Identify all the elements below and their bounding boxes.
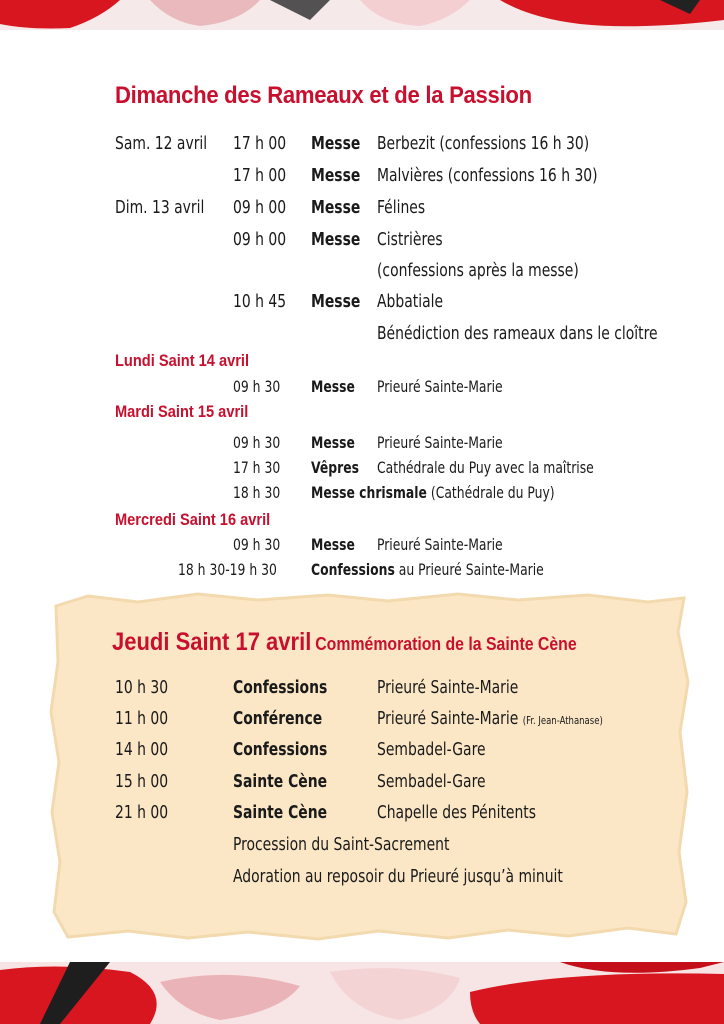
day-label: Sam. 12 avril — [115, 133, 208, 154]
event-line — [311, 483, 555, 503]
place-note: (confessions après la messe) — [377, 260, 579, 281]
place: Cathédrale du Puy avec la maîtrise — [377, 458, 594, 477]
page-title: Dimanche des Rameaux et de la Passion — [115, 82, 532, 109]
event-type: Conférence — [233, 708, 323, 729]
place: (Cathédrale du Puy) — [430, 483, 555, 502]
event-type: Messe — [311, 133, 361, 154]
jeudi-heading: Jeudi Saint 17 avril — [112, 628, 312, 656]
event-type: Confessions — [311, 560, 395, 579]
time: 17 h 00 — [233, 165, 287, 186]
time: 09 h 30 — [233, 377, 281, 396]
place: Prieuré Sainte-Marie — [377, 677, 519, 698]
time: 11 h 00 — [115, 708, 169, 729]
place: Félines — [377, 197, 426, 218]
place: Abbatiale — [377, 291, 444, 312]
time: 14 h 00 — [115, 739, 169, 760]
event-type: Confessions — [233, 739, 328, 760]
mardi-heading: Mardi Saint 15 avril — [115, 402, 249, 421]
place: Berbezit (confessions 16 h 30) — [377, 133, 590, 154]
bottom-decorative-band — [0, 962, 724, 1024]
event-type: Messe — [311, 291, 361, 312]
time: 18 h 30-19 h 30 — [178, 560, 277, 579]
time: 15 h 00 — [115, 771, 169, 792]
place: au Prieuré Sainte-Marie — [398, 560, 544, 579]
event-type: Vêpres — [311, 458, 359, 477]
time: 10 h 45 — [233, 291, 287, 312]
extra-line: Procession du Saint-Sacrement — [233, 834, 450, 855]
event-type: Messe — [311, 165, 361, 186]
jeudi-subheading: Commémoration de la Sainte Cène — [315, 634, 577, 654]
lundi-heading: Lundi Saint 14 avril — [115, 351, 250, 370]
event-type: Sainte Cène — [233, 771, 328, 792]
day-label: Dim. 13 avril — [115, 197, 205, 218]
time: 09 h 30 — [233, 535, 281, 554]
place: Sembadel-Gare — [377, 771, 486, 792]
time: 18 h 30 — [233, 483, 281, 502]
jeudi-heading-line — [112, 628, 577, 657]
place: Prieuré Sainte-Marie — [377, 708, 519, 729]
place: Sembadel-Gare — [377, 739, 486, 760]
event-type: Messe — [311, 377, 355, 396]
time: 09 h 00 — [233, 197, 287, 218]
time: 09 h 00 — [233, 229, 287, 250]
place: Chapelle des Pénitents — [377, 802, 537, 823]
place-note: Bénédiction des rameaux dans le cloître — [377, 323, 658, 344]
place-line — [377, 708, 603, 732]
place: Cistrières — [377, 229, 443, 250]
event-type: Messe — [311, 433, 355, 452]
event-line — [311, 560, 544, 580]
time: 21 h 00 — [115, 802, 169, 823]
place: Malvières (confessions 16 h 30) — [377, 165, 598, 186]
extra-line: Adoration au reposoir du Prieuré jusqu’à minuit — [233, 866, 563, 887]
place: Prieuré Sainte-Marie — [377, 433, 503, 452]
top-decorative-band — [0, 0, 724, 30]
note: (Fr. Jean-Athanase) — [522, 714, 603, 727]
event-type: Confessions — [233, 677, 328, 698]
time: 09 h 30 — [233, 433, 281, 452]
event-type: Messe chrismale — [311, 483, 427, 502]
event-type: Messe — [311, 197, 361, 218]
time: 10 h 30 — [115, 677, 169, 698]
mercredi-heading: Mercredi Saint 16 avril — [115, 510, 271, 529]
place: Prieuré Sainte-Marie — [377, 535, 503, 554]
event-type: Messe — [311, 229, 361, 250]
time: 17 h 00 — [233, 133, 287, 154]
event-type: Messe — [311, 535, 355, 554]
time: 17 h 30 — [233, 458, 281, 477]
event-type: Sainte Cène — [233, 802, 328, 823]
place: Prieuré Sainte-Marie — [377, 377, 503, 396]
